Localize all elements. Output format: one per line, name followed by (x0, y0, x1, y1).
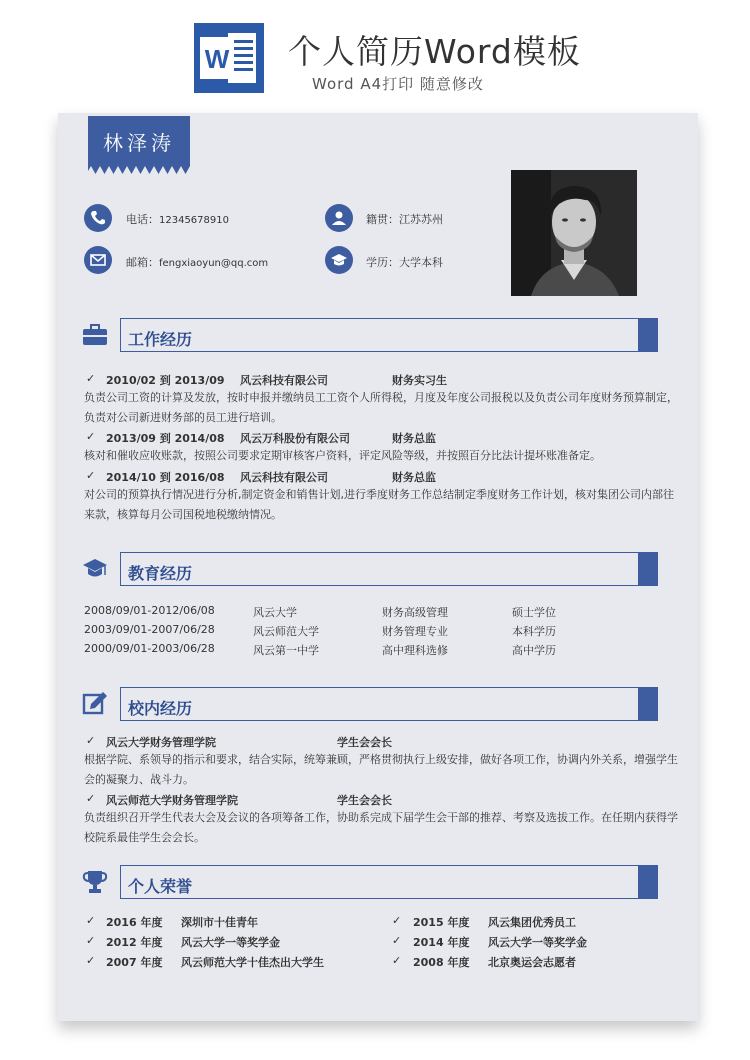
edu-major: 财务管理专业 (382, 625, 448, 638)
banner-subtitle: Word A4打印 随意修改 (312, 75, 484, 93)
check-icon: ✓ (86, 372, 96, 385)
check-icon: ✓ (86, 954, 96, 967)
work-description: 负责公司工资的计算及发放，按时申报并缴纳员工工资个人所得税，月度及年度公司报税以及负责公司年度财务预算制定，负责对公司新进财务部的员工进行培训。 (84, 391, 678, 424)
check-icon: ✓ (392, 934, 402, 947)
email-label: 邮箱： (126, 256, 159, 269)
work-company: 风云科技有限公司 (240, 374, 328, 387)
edu-school: 风云师范大学 (253, 625, 319, 638)
check-icon: ✓ (86, 734, 96, 747)
education-section-header (120, 552, 639, 586)
work-section-header (120, 318, 639, 352)
campus-section-header (120, 687, 639, 721)
edu-period: 2008/09/01-2012/06/08 (84, 604, 215, 617)
check-icon: ✓ (392, 954, 402, 967)
check-icon: ✓ (86, 934, 96, 947)
edu-degree: 本科学历 (512, 625, 556, 638)
edu-degree: 高中学历 (512, 644, 556, 657)
banner (0, 0, 750, 110)
work-role: 财务总监 (392, 471, 436, 484)
edu-major: 高中理科选修 (382, 644, 448, 657)
edu-school: 风云第一中学 (253, 644, 319, 657)
hometown-info: 籍贯：江苏苏州 (366, 213, 443, 226)
graduation-cap-icon (325, 246, 353, 274)
work-role: 财务总监 (392, 432, 436, 445)
work-section-title: 工作经历 (128, 330, 193, 349)
honor-year: 2016 年度 (106, 916, 163, 929)
campus-role: 学生会会长 (337, 736, 392, 749)
profile-photo (511, 170, 637, 296)
email-info (126, 254, 268, 270)
work-period: 2013/09 到 2014/08 (106, 432, 225, 445)
edit-icon (82, 690, 108, 716)
banner-title: 个人简历Word模板 (288, 32, 581, 71)
work-period: 2014/10 到 2016/08 (106, 471, 225, 484)
check-icon: ✓ (86, 914, 96, 927)
honor-award: 深圳市十佳青年 (181, 916, 258, 929)
edu-school: 风云大学 (253, 606, 297, 619)
work-section-tab (638, 318, 658, 352)
work-period: 2010/02 到 2013/09 (106, 374, 225, 387)
phone-value: 12345678910 (159, 215, 229, 226)
education-info: 学历：大学本科 (366, 256, 443, 269)
trophy-icon (82, 869, 108, 895)
honors-section-title: 个人荣誉 (128, 877, 193, 896)
check-icon: ✓ (392, 914, 402, 927)
work-description: 核对和催收应收账款，按照公司要求定期审核客户资料，评定风险等级，并按照百分比法计提坏账准备定。 (84, 449, 601, 462)
edu-period: 2003/09/01-2007/06/28 (84, 623, 215, 636)
word-logo-icon (194, 23, 264, 93)
campus-org: 风云师范大学财务管理学院 (106, 794, 238, 807)
honor-award: 北京奥运会志愿者 (488, 956, 576, 969)
candidate-name: 林泽涛 (103, 131, 175, 155)
campus-section-title: 校内经历 (128, 699, 193, 718)
honor-year: 2007 年度 (106, 956, 163, 969)
honor-award: 风云师范大学十佳杰出大学生 (181, 956, 324, 969)
email-value: fengxiaoyun@qq.com (159, 258, 269, 269)
honor-year: 2012 年度 (106, 936, 163, 949)
work-company: 风云万科股份有限公司 (240, 432, 350, 445)
campus-section-tab (638, 687, 658, 721)
honors-section-header (120, 865, 639, 899)
honors-section-tab (638, 865, 658, 899)
person-icon (325, 204, 353, 232)
honor-year: 2008 年度 (413, 956, 470, 969)
phone-info (126, 211, 229, 227)
work-company: 风云科技有限公司 (240, 471, 328, 484)
education-section-title: 教育经历 (128, 564, 193, 583)
edu-period: 2000/09/01-2003/06/28 (84, 642, 215, 655)
check-icon: ✓ (86, 430, 96, 443)
edu-degree: 硕士学位 (512, 606, 556, 619)
email-icon (84, 246, 112, 274)
honor-award: 风云集团优秀员工 (488, 916, 576, 929)
phone-icon (84, 204, 112, 232)
work-description: 对公司的预算执行情况进行分析,制定资金和销售计划,进行季度财务工作总结制定季度财务工作计划，核对集团公司内部往来款，核算每月公司国税地税缴纳情况。 (84, 488, 674, 521)
honor-year: 2014 年度 (413, 936, 470, 949)
education-section-tab (638, 552, 658, 586)
graduation-cap-icon (82, 556, 108, 582)
check-icon: ✓ (86, 792, 96, 805)
campus-org: 风云大学财务管理学院 (106, 736, 216, 749)
honor-year: 2015 年度 (413, 916, 470, 929)
campus-description: 根据学院、系领导的指示和要求，结合实际，统筹兼顾，严格贯彻执行上级安排，做好各项工作，协调内外关系，增强学生会的凝聚力、战斗力。 (84, 753, 678, 786)
svg-text:W: W (204, 44, 230, 74)
campus-role: 学生会会长 (337, 794, 392, 807)
campus-description: 负责组织召开学生代表大会及会议的各项筹备工作，协助系完成下届学生会干部的推荐、考察及选拔工作。在任期内获得学校院系最佳学生会会长。 (84, 811, 678, 844)
work-role: 财务实习生 (392, 374, 447, 387)
honor-award: 风云大学一等奖学金 (488, 936, 587, 949)
check-icon: ✓ (86, 469, 96, 482)
phone-label: 电话： (126, 213, 159, 226)
briefcase-icon (82, 322, 108, 348)
edu-major: 财务高级管理 (382, 606, 448, 619)
honor-award: 风云大学一等奖学金 (181, 936, 280, 949)
